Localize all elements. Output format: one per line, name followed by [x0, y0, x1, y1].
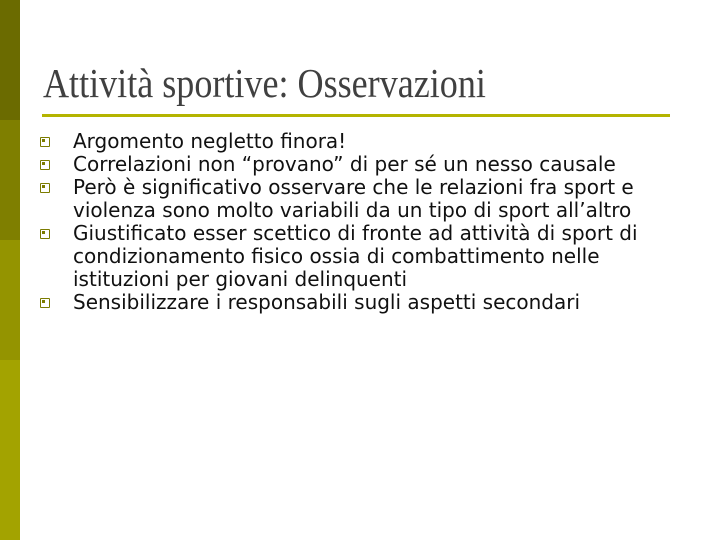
sidebar-segment	[0, 240, 20, 360]
square-bullet-icon	[40, 183, 50, 193]
bullet-text: Argomento negletto finora!	[73, 129, 347, 153]
bullet-item	[40, 222, 690, 291]
bullet-text: Correlazioni non “provano” di per sé un nesso causale	[73, 152, 616, 176]
bullet-item	[40, 130, 690, 153]
square-bullet-icon	[40, 229, 50, 239]
bullet-text: Sensibilizzare i responsabili sugli aspetti secondari	[73, 290, 581, 314]
sidebar-segment	[0, 120, 20, 240]
bullet-item	[40, 176, 690, 222]
square-bullet-icon	[40, 160, 50, 170]
bullet-text: Però è significativo osservare che le relazioni fra sport e violenza sono molto variabili da un tipo di sport all’altro	[73, 175, 634, 222]
bullet-item	[40, 153, 690, 176]
sidebar-segment	[0, 360, 20, 540]
bullet-list	[40, 130, 690, 314]
sidebar-segment	[0, 0, 20, 120]
square-bullet-icon	[40, 137, 50, 147]
sidebar-stripe	[0, 0, 20, 540]
slide-title: Attività sportive: Osservazioni	[43, 60, 486, 106]
bullet-item	[40, 291, 690, 314]
bullet-text: Giustificato esser scettico di fronte ad attività di sport di condizionamento fisico ossia di combattimento nelle istituzioni per giovani delinquenti	[73, 221, 638, 291]
title-underline	[42, 114, 670, 117]
square-bullet-icon	[40, 298, 50, 308]
